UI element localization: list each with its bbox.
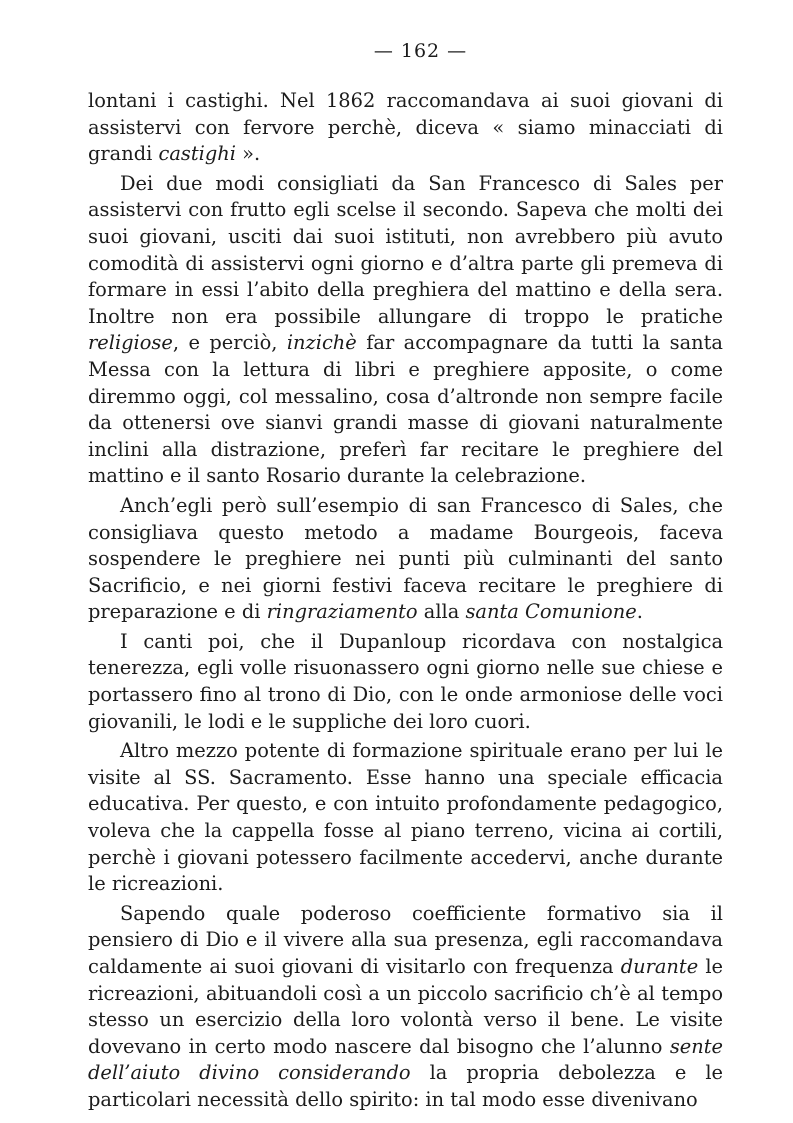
text-run: Anch’egli però sull’esempio di san Francesco di Sales, che consigliava questo metodo a madame Bourgeois, faceva sospendere le preghiere nei punti più culminanti del santo Sacrificio, e nei giorni festivi faceva recitare le preghiere di preparazione e di: [88, 493, 723, 624]
italic-text: sente dell’aiuto divino considerando: [88, 1034, 723, 1085]
text-run: , e perciò,: [172, 331, 287, 355]
italic-text: religiose: [88, 331, 173, 355]
text-run: alla: [417, 600, 466, 624]
text-run: far accompagnare da tutti la santa Messa con la lettura di libri e preghiere apposite, o come diremmo oggi, col messalino, cosa d’altronde non sempre facile da ottenersi ove sianvi grandi masse di giovani naturalmente inclini alla distrazione, preferì far recitare le preghiere del mattino e il santo Rosario durante la celebrazione.: [88, 331, 723, 488]
text-run: la propria debolezza e le particolari necessità dello spirito: in tal modo esse divenivano: [88, 1061, 723, 1111]
italic-text: durante: [620, 955, 699, 978]
body-text: [88, 88, 723, 1114]
paragraph: [88, 171, 723, 490]
italic-text: inzichè: [286, 331, 357, 355]
italic-text: ringraziamento: [266, 600, 418, 624]
text-run: lontani i castighi. Nel 1862 raccomandava ai suoi giovani di assistervi con fervore perchè, diceva « siamo minacciati di grandi: [88, 89, 723, 166]
text-run: Dei due modi consigliati da San Francesco di Sales per assistervi con frutto egli scelse il secondo. Sapeva che molti dei suoi giovani, usciti dai suoi istituti, non avrebbero più avuto comodità di assistervi ogni giorno e d’altra parte gli premeva di formare in essi l’abito della preghiera del mattino e della sera. Inoltre non era possibile allungare di troppo le pratiche: [88, 171, 723, 328]
paragraph: [88, 493, 723, 626]
text-run: Sapendo quale poderoso coefficiente formativo sia il pensiero di Dio e il vivere alla sua presenza, egli raccomandava caldamente ai suoi giovani di visitarlo con frequenza: [88, 901, 723, 978]
page-number: — 162 —: [373, 40, 468, 62]
paragraph: [88, 901, 723, 1114]
text-run: le ricreazioni, abituandoli così a un piccolo sacrificio ch’è al tempo stesso un esercizio della loro volontà verso il bene. Le visite dovevano in certo modo nascere dal bisogno che l’alunno: [88, 955, 723, 1058]
paragraph: [88, 629, 723, 735]
text-run: Altro mezzo potente di formazione spirituale erano per lui le visite al SS. Sacramento. Esse hanno una speciale efficacia educativa. Per questo, e con intuito profondamente pedagogico, voleva che la cappella fosse al piano terreno, vicina ai cortili, perchè i giovani potessero facilmente accedervi, anche durante le ricreazioni.: [88, 739, 723, 896]
text-run: .: [636, 600, 643, 624]
text-run: ».: [235, 142, 261, 166]
italic-text: santa Comunione: [465, 600, 637, 624]
paragraph: [88, 738, 723, 898]
text-run: I canti poi, che il Dupanloup ricordava con nostalgica tenerezza, egli volle risuonassero ogni giorno nelle sue chiese e portassero fino al trono di Dio, con le onde armoniose delle voci giovanili, le lodi e le suppliche dei loro cuori.: [88, 629, 723, 733]
paragraph: [88, 88, 723, 168]
italic-text: castighi: [158, 142, 236, 166]
